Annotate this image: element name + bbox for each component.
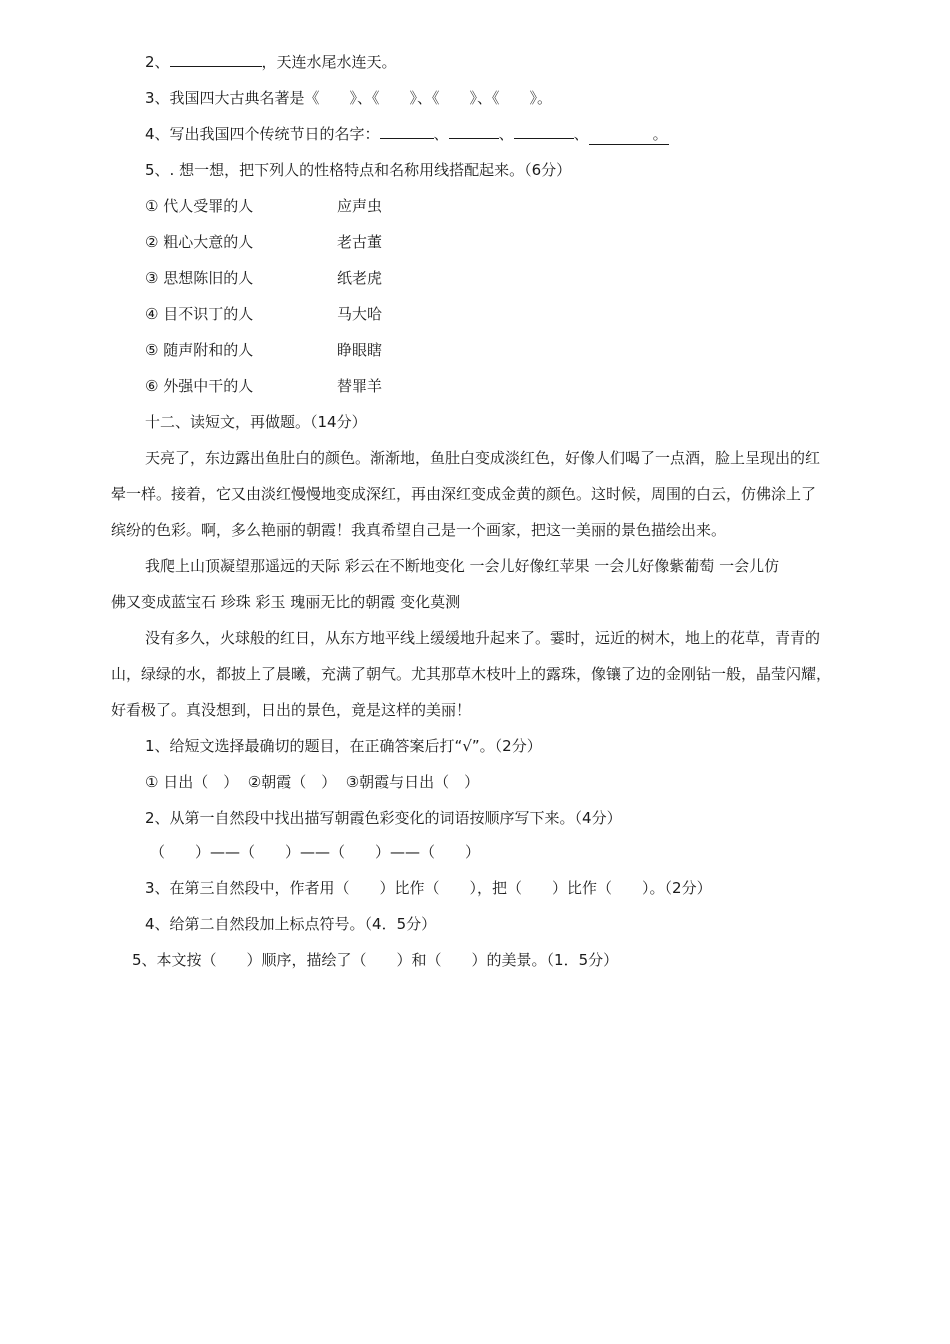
question-1: 1、给短文选择最确切的题目，在正确答案后打“√”。（2分） bbox=[145, 737, 542, 755]
matching-right-item: 睁眼瞎 bbox=[337, 341, 383, 359]
passage-line: 缤纷的色彩。啊，多么艳丽的朝霞！我真希望自己是一个画家，把这一美丽的景色描绘出来。 bbox=[111, 521, 727, 539]
matching-left-item: ③ 思想陈旧的人 bbox=[145, 269, 254, 287]
matching-row bbox=[145, 232, 383, 252]
question-2-blanks: （ ）——（ ）——（ ）——（ ） bbox=[150, 843, 481, 861]
passage-line: 天亮了，东边露出鱼肚白的颜色。渐渐地，鱼肚白变成淡红色，好像人们喝了一点酒，脸上呈现出的红 bbox=[145, 449, 821, 467]
matching-right-item: 马大哈 bbox=[337, 305, 383, 323]
separator: 、 bbox=[433, 125, 449, 143]
matching-row bbox=[145, 340, 383, 360]
question-fill-2 bbox=[145, 52, 397, 72]
question-text: ，天连水尾水连天。 bbox=[261, 53, 397, 71]
section-title: 十二、读短文，再做题。（14分） bbox=[145, 413, 367, 431]
passage-line: 佛又变成蓝宝石 珍珠 彩玉 瑰丽无比的朝霞 变化莫测 bbox=[111, 593, 461, 611]
question-match-title: 5、. 想一想，把下列人的性格特点和名称用线搭配起来。（6分） bbox=[145, 161, 572, 179]
matching-row bbox=[145, 268, 383, 288]
blank-line bbox=[380, 124, 434, 139]
passage-line: 山，绿绿的水，都披上了晨曦，充满了朝气。尤其那草木枝叶上的露珠，像镶了边的金刚钻一般，晶莹闪耀， bbox=[111, 665, 832, 683]
matching-right-item: 纸老虎 bbox=[337, 269, 383, 287]
question-fill-4 bbox=[145, 124, 669, 145]
passage-line: 我爬上山顶凝望那遥远的天际 彩云在不断地变化 一会儿好像红苹果 一会儿好像紫葡萄 一会儿仿 bbox=[145, 557, 780, 575]
passage-line: 好看极了。真没想到，日出的景色，竟是这样的美丽！ bbox=[111, 701, 472, 719]
matching-right-item: 应声虫 bbox=[337, 197, 383, 215]
question-3: 3、在第三自然段中，作者用（ ）比作（ ），把（ ）比作（ ）。（2分） bbox=[145, 879, 712, 897]
question-fill-3: 3、我国四大古典名著是《 》、《 》、《 》、《 》。 bbox=[145, 89, 553, 107]
question-number: 2、 bbox=[145, 53, 170, 71]
separator: 、 bbox=[573, 125, 589, 143]
question-text: 4、写出我国四个传统节日的名字： bbox=[145, 125, 380, 143]
matching-left-item: ② 粗心大意的人 bbox=[145, 233, 254, 251]
blank-line bbox=[514, 124, 574, 139]
question-4: 4、给第二自然段加上标点符号。（4．5分） bbox=[145, 915, 437, 933]
matching-row bbox=[145, 196, 383, 216]
matching-left-item: ④ 目不识丁的人 bbox=[145, 305, 254, 323]
question-5: 5、本文按（ ）顺序，描绘了（ ）和（ ）的美景。（1．5分） bbox=[132, 951, 619, 969]
matching-left-item: ① 代人受罪的人 bbox=[145, 197, 254, 215]
blank-line bbox=[449, 124, 499, 139]
question-2: 2、从第一自然段中找出描写朝霞色彩变化的词语按顺序写下来。（4分） bbox=[145, 809, 622, 827]
matching-row bbox=[145, 376, 383, 396]
separator: 、 bbox=[498, 125, 514, 143]
matching-left-item: ⑤ 随声附和的人 bbox=[145, 341, 254, 359]
end-mark: 。 bbox=[652, 125, 668, 143]
question-1-options: ① 日出（ ） ②朝霞（ ） ③朝霞与日出（ ） bbox=[145, 773, 480, 791]
passage-line: 没有多久，火球般的红日，从东方地平线上缓缓地升起来了。霎时，远近的树木，地上的花草，青青的 bbox=[145, 629, 821, 647]
blank-line bbox=[170, 52, 262, 67]
matching-right-item: 替罪羊 bbox=[337, 377, 383, 395]
matching-left-item: ⑥ 外强中干的人 bbox=[145, 377, 254, 395]
matching-row bbox=[145, 304, 383, 324]
blank-line-end bbox=[589, 124, 669, 145]
passage-line: 晕一样。接着，它又由淡红慢慢地变成深红，再由深红变成金黄的颜色。这时候，周围的白云，仿佛涂上了 bbox=[111, 485, 817, 503]
matching-right-item: 老古董 bbox=[337, 233, 383, 251]
